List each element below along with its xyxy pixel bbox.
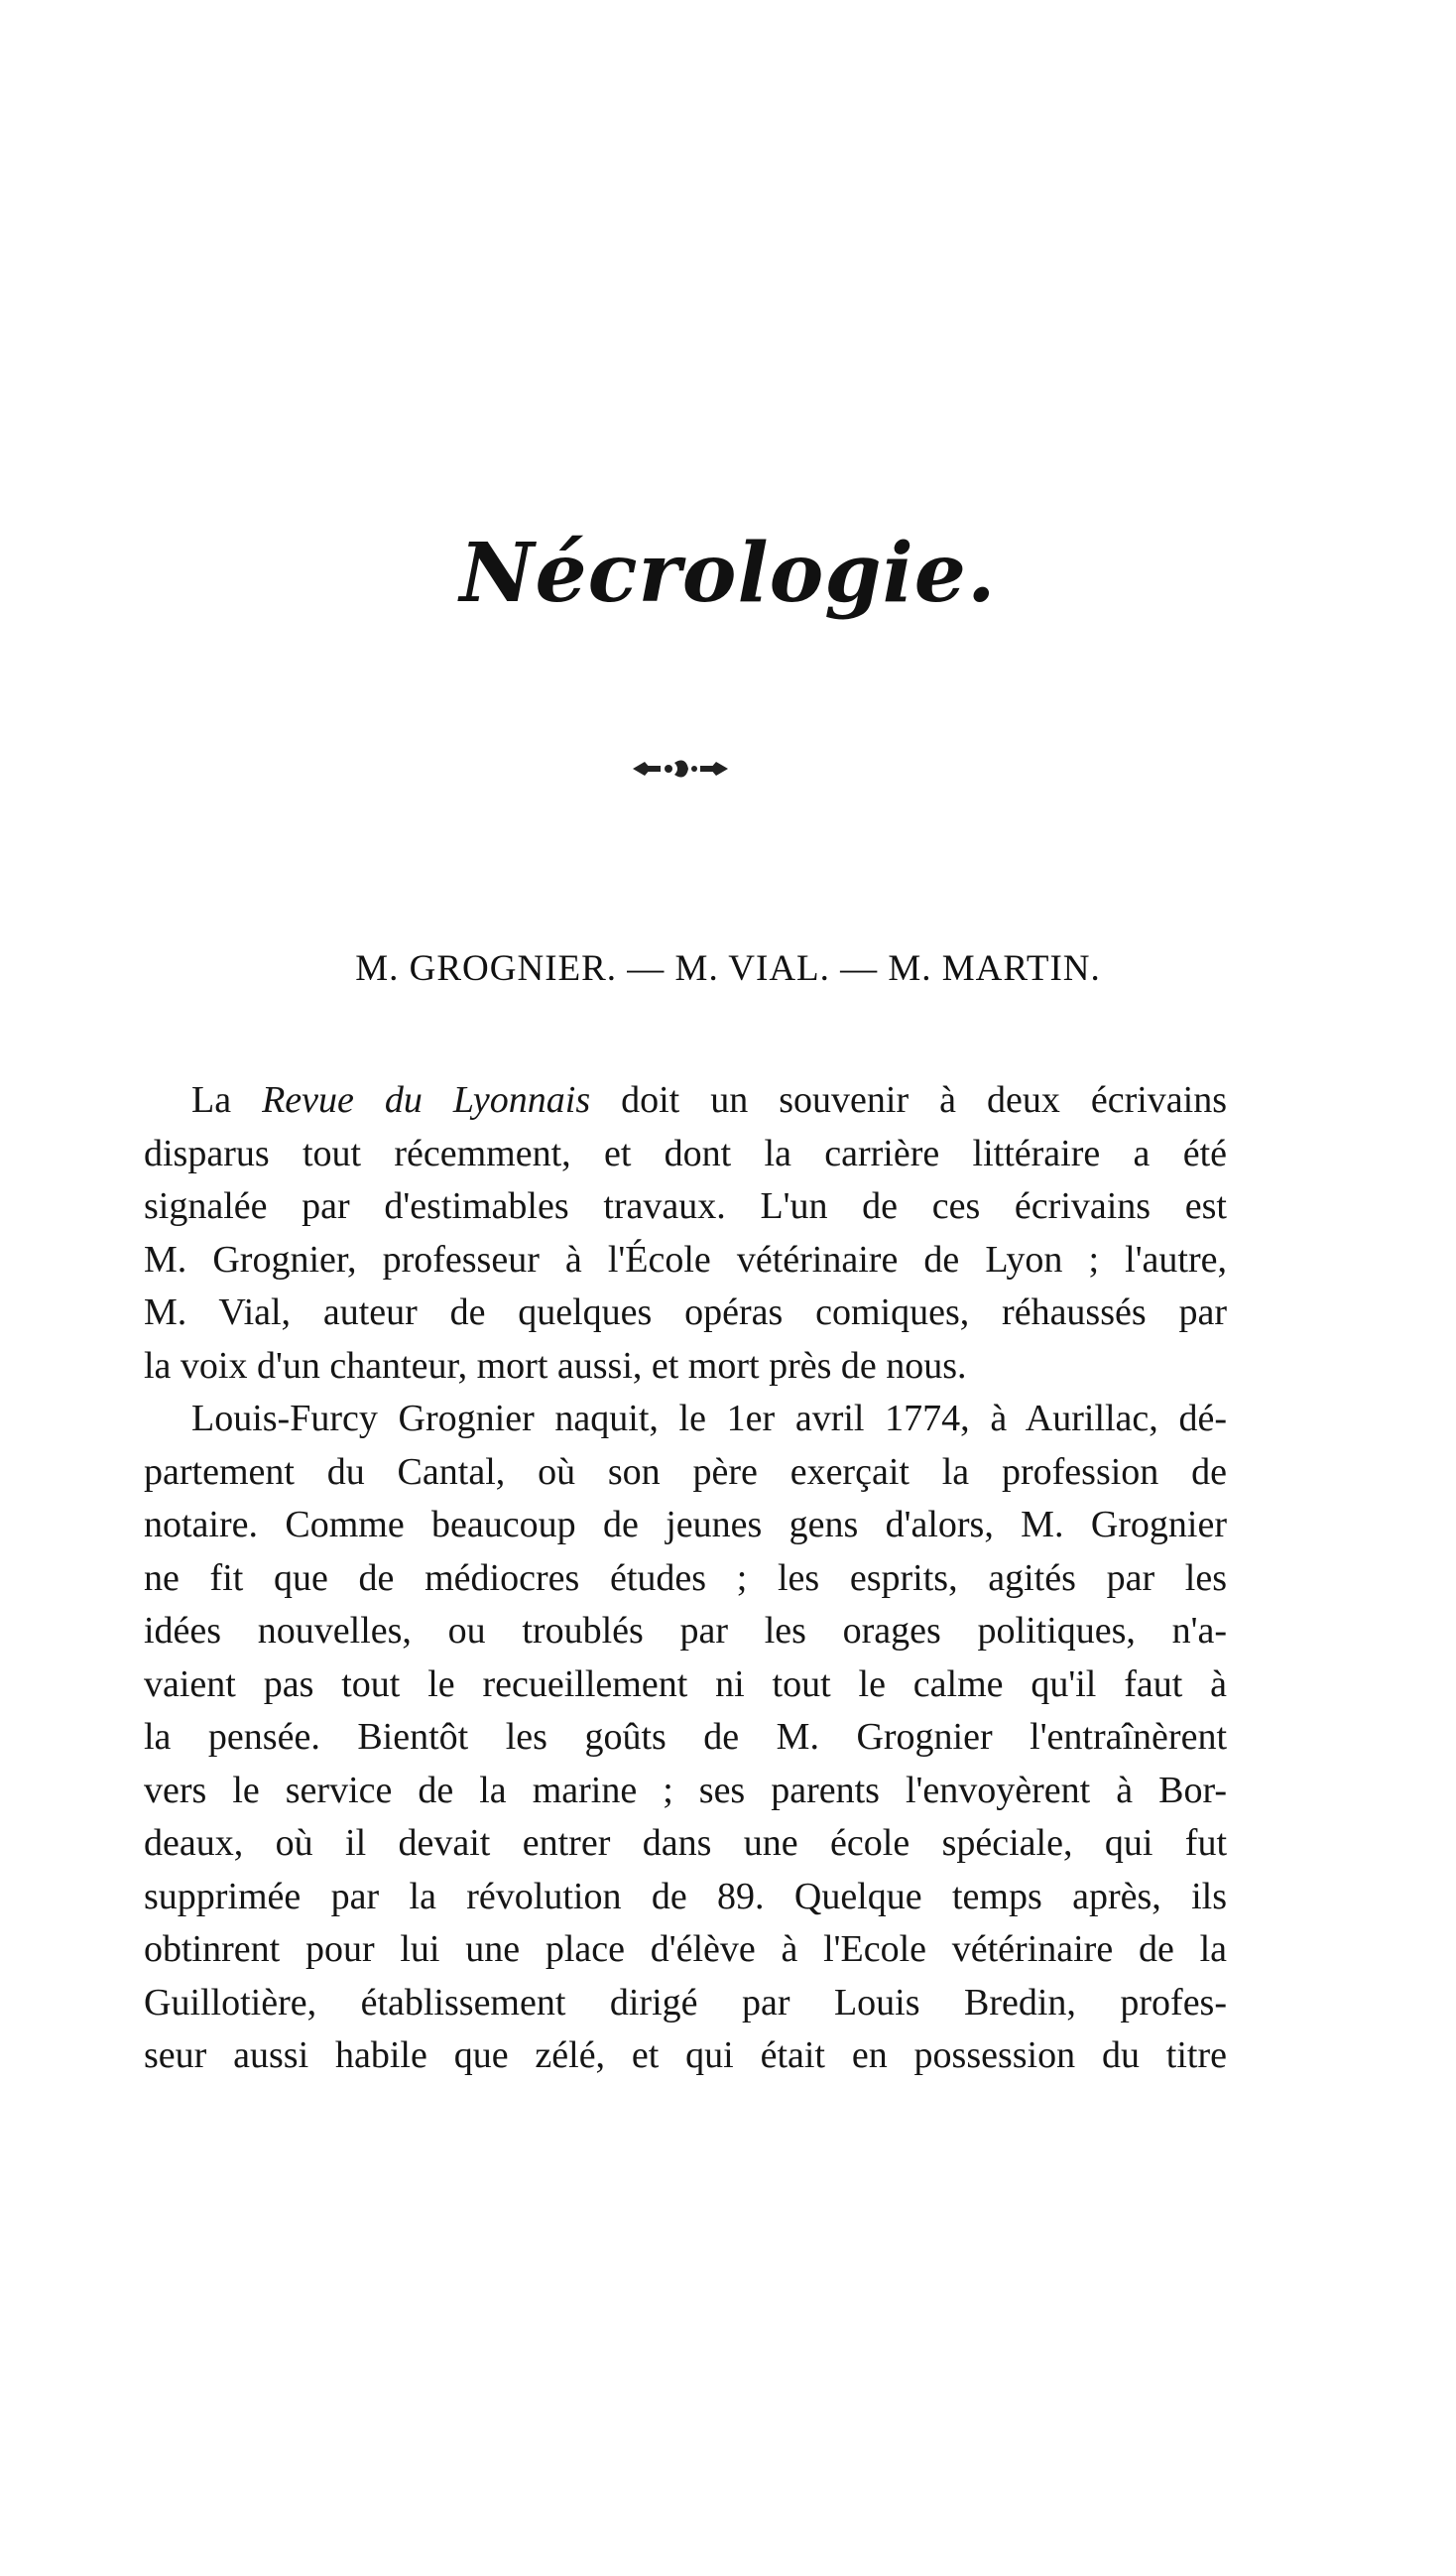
article-body [144, 1074, 1227, 2083]
text-line: signalée par d'estimables travaux. L'un de ces écrivains est [144, 1185, 1227, 1227]
text-line: supprimée par la révolution de 89. Quelque temps après, ils [144, 1875, 1227, 1917]
text-line: Guillotière, établissement dirigé par Louis Bredin, profes- [144, 1981, 1227, 2024]
text-line: La Revue du Lyonnais doit un souvenir à deux écrivains [191, 1079, 1228, 1121]
text-line: M. Grognier, professeur à l'École vétérinaire de Lyon ; l'autre, [144, 1238, 1227, 1281]
text-line: partement du Cantal, où son père exerçait la profession de [144, 1450, 1227, 1493]
text-line: seur aussi habile que zélé, et qui était en possession du titre [144, 2034, 1227, 2076]
text-line: disparus tout récemment, et dont la carrière littéraire a été [144, 1132, 1227, 1174]
text-line: Louis-Furcy Grognier naquit, le 1er avril 1774, à Aurillac, dé- [191, 1398, 1227, 1439]
paragraph-2 [144, 1393, 1227, 2083]
text-line: la pensée. Bientôt les goûts de M. Grognier l'entraînèrent [144, 1716, 1227, 1758]
text-line: la voix d'un chanteur, mort aussi, et mort près de nous. [144, 1344, 967, 1387]
text-line: idées nouvelles, ou troublés par les orages politiques, n'a- [144, 1610, 1227, 1652]
text-line: obtinrent pour lui une place d'élève à l'Ecole vétérinaire de la [144, 1928, 1227, 1970]
ornament-fleuron-icon [631, 757, 730, 781]
text-line: ne fit que de médiocres études ; les esprits, agités par les [144, 1556, 1227, 1599]
section-subtitle: M. GROGNIER. — M. VIAL. — M. MARTIN. [355, 948, 1101, 989]
text-line: vers le service de la marine ; ses parents l'envoyèrent à Bor- [144, 1769, 1227, 1811]
text-line: vaient pas tout le recueillement ni tout le calme qu'il faut à [144, 1662, 1227, 1705]
page-title: Nécrologie. [459, 526, 997, 621]
paragraph-1 [144, 1074, 1227, 1393]
text-line: notaire. Comme beaucoup de jeunes gens d'alors, M. Grognier [144, 1504, 1227, 1545]
text-line: M. Vial, auteur de quelques opéras comiques, réhaussés par [144, 1291, 1227, 1333]
text-line: deaux, où il devait entrer dans une école spéciale, qui fut [144, 1822, 1227, 1864]
